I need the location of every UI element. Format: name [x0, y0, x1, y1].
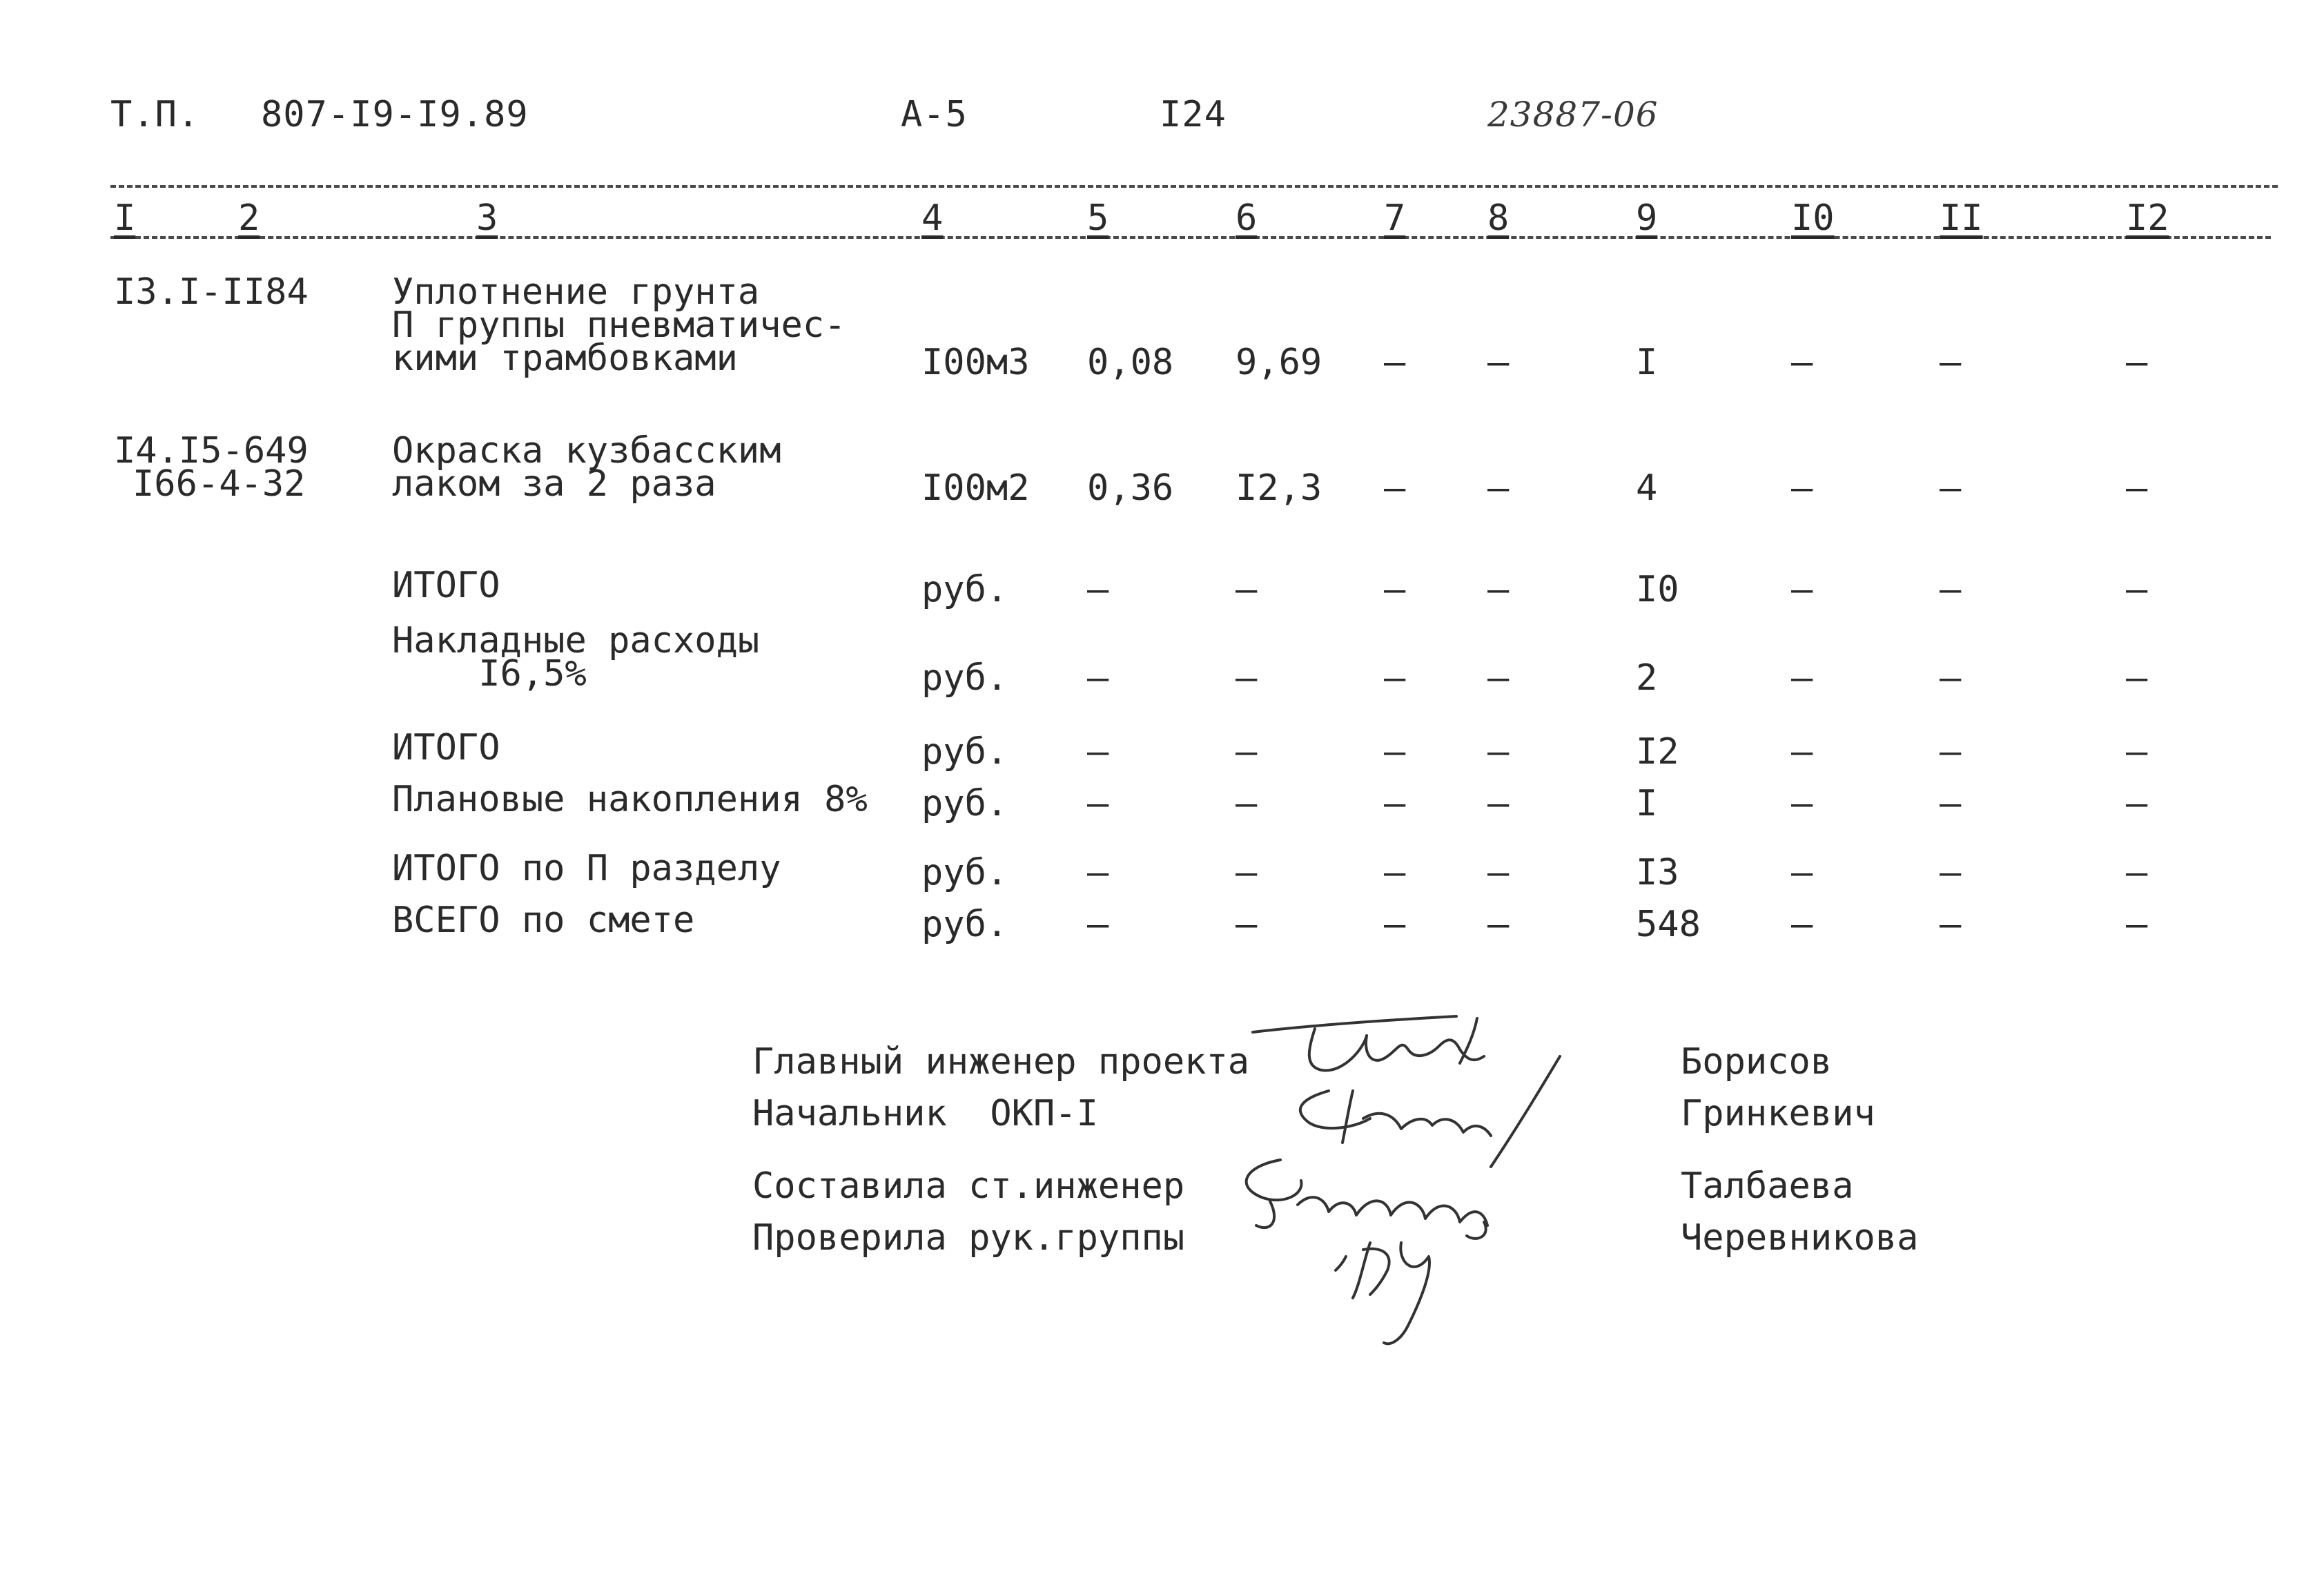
- row-c7: –: [1384, 904, 1406, 945]
- row-c12: –: [2126, 342, 2148, 383]
- tp-label: Т.П.: [110, 94, 200, 135]
- row-c8: –: [1487, 342, 1510, 383]
- row-c10: –: [1791, 467, 1813, 509]
- signature-name: Талбаева: [1681, 1165, 1854, 1207]
- row-c6: –: [1236, 783, 1258, 824]
- row-name: ИТОГО: [392, 727, 500, 768]
- album-number: А-5: [901, 94, 968, 135]
- row-c11: –: [1940, 731, 1962, 773]
- row-c7: –: [1384, 467, 1406, 509]
- row-c12: –: [2126, 731, 2148, 773]
- signature-name: Черевникова: [1681, 1217, 1919, 1259]
- row-c6: –: [1236, 852, 1258, 893]
- row-c5: –: [1087, 657, 1109, 699]
- row-unit: руб.: [921, 904, 1008, 945]
- row-c12: –: [2126, 852, 2148, 893]
- row-c8: –: [1487, 904, 1510, 945]
- row-c10: –: [1791, 904, 1813, 945]
- row-c7: –: [1384, 342, 1406, 383]
- column-number-10: I0: [1791, 197, 1835, 239]
- row-unit: руб.: [921, 657, 1008, 699]
- row-name: Накладные расходы: [392, 620, 760, 661]
- column-number-12: I2: [2126, 197, 2169, 239]
- row-unit: руб.: [921, 852, 1008, 893]
- row-c6: –: [1236, 569, 1258, 610]
- row-code: I4.I5-649: [114, 430, 309, 472]
- row-c12: –: [2126, 904, 2148, 945]
- row-name: лаком за 2 раза: [392, 463, 716, 505]
- row-name: Плановые накопления 8%: [392, 779, 868, 820]
- row-c9: 4: [1636, 467, 1658, 509]
- row-c5: –: [1087, 783, 1109, 824]
- page-number: I24: [1160, 94, 1227, 135]
- row-c7: –: [1384, 852, 1406, 893]
- row-c9: 2: [1636, 657, 1658, 699]
- row-name: I6,5%: [392, 653, 587, 695]
- column-number-11: II: [1940, 197, 1983, 239]
- row-c10: –: [1791, 569, 1813, 610]
- row-c11: –: [1940, 467, 1962, 509]
- signature-name: Борисов: [1681, 1041, 1833, 1083]
- column-number-3: 3: [476, 197, 498, 239]
- archive-number: 23887-06: [1487, 95, 1659, 135]
- signature-role: Главный инженер проекта: [752, 1041, 1250, 1083]
- row-c12: –: [2126, 783, 2148, 824]
- row-c9: 548: [1636, 904, 1701, 945]
- row-c8: –: [1487, 569, 1510, 610]
- row-c10: –: [1791, 731, 1813, 773]
- signature-role: Проверила рук.группы: [752, 1217, 1185, 1259]
- project-code: 807-I9-I9.89: [261, 94, 529, 135]
- row-c7: –: [1384, 569, 1406, 610]
- row-c5: –: [1087, 569, 1109, 610]
- row-unit: I00м3: [921, 342, 1030, 383]
- column-number-7: 7: [1384, 197, 1406, 239]
- row-name: Уплотнение грунта: [392, 271, 760, 313]
- row-c10: –: [1791, 852, 1813, 893]
- row-c9: I: [1636, 342, 1658, 383]
- row-code: I66-4-32: [133, 463, 306, 505]
- signature-role: Составила ст.инженер: [752, 1165, 1185, 1207]
- row-c10: –: [1791, 342, 1813, 383]
- row-c9: I: [1636, 783, 1658, 824]
- row-c6: 9,69: [1236, 342, 1322, 383]
- row-c5: 0,36: [1087, 467, 1174, 509]
- row-c5: –: [1087, 904, 1109, 945]
- signature-name: Гринкевич: [1681, 1093, 1875, 1134]
- row-c11: –: [1940, 852, 1962, 893]
- row-name: ВСЕГО по смете: [392, 900, 695, 941]
- row-c5: 0,08: [1087, 342, 1174, 383]
- row-c12: –: [2126, 569, 2148, 610]
- column-number-4: 4: [921, 197, 944, 239]
- row-unit: руб.: [921, 731, 1008, 773]
- row-c7: –: [1384, 657, 1406, 699]
- row-c7: –: [1384, 731, 1406, 773]
- row-c8: –: [1487, 783, 1510, 824]
- row-c8: –: [1487, 852, 1510, 893]
- row-c6: –: [1236, 657, 1258, 699]
- row-c9: I2: [1636, 731, 1679, 773]
- row-name: Окраска кузбасским: [392, 430, 781, 472]
- column-number-9: 9: [1636, 197, 1658, 239]
- row-name: кими трамбовками: [392, 338, 738, 379]
- row-unit: I00м2: [921, 467, 1030, 509]
- row-c9: I0: [1636, 569, 1679, 610]
- row-c10: –: [1791, 783, 1813, 824]
- row-name: ИТОГО по П разделу: [392, 848, 781, 889]
- column-number-8: 8: [1487, 197, 1510, 239]
- row-unit: руб.: [921, 783, 1008, 824]
- row-c11: –: [1940, 904, 1962, 945]
- row-c9: I3: [1636, 852, 1679, 893]
- column-number-6: 6: [1236, 197, 1258, 239]
- row-name: ИТОГО: [392, 565, 500, 606]
- row-c7: –: [1384, 783, 1406, 824]
- signature-role: Начальник ОКП-I: [752, 1093, 1098, 1134]
- row-c11: –: [1940, 342, 1962, 383]
- row-c5: –: [1087, 852, 1109, 893]
- row-c10: –: [1791, 657, 1813, 699]
- row-c6: –: [1236, 731, 1258, 773]
- row-c5: –: [1087, 731, 1109, 773]
- row-c11: –: [1940, 783, 1962, 824]
- row-c8: –: [1487, 467, 1510, 509]
- row-c11: –: [1940, 569, 1962, 610]
- row-c12: –: [2126, 467, 2148, 509]
- column-number-1: I: [114, 197, 136, 239]
- row-c8: –: [1487, 657, 1510, 699]
- row-c8: –: [1487, 731, 1510, 773]
- row-name: П группы пневматичес-: [392, 304, 846, 346]
- row-unit: руб.: [921, 569, 1008, 610]
- row-c12: –: [2126, 657, 2148, 699]
- row-c6: –: [1236, 904, 1258, 945]
- row-c11: –: [1940, 657, 1962, 699]
- column-number-5: 5: [1087, 197, 1109, 239]
- column-number-2: 2: [238, 197, 260, 239]
- row-code: I3.I-II84: [114, 271, 309, 313]
- row-c6: I2,3: [1236, 467, 1322, 509]
